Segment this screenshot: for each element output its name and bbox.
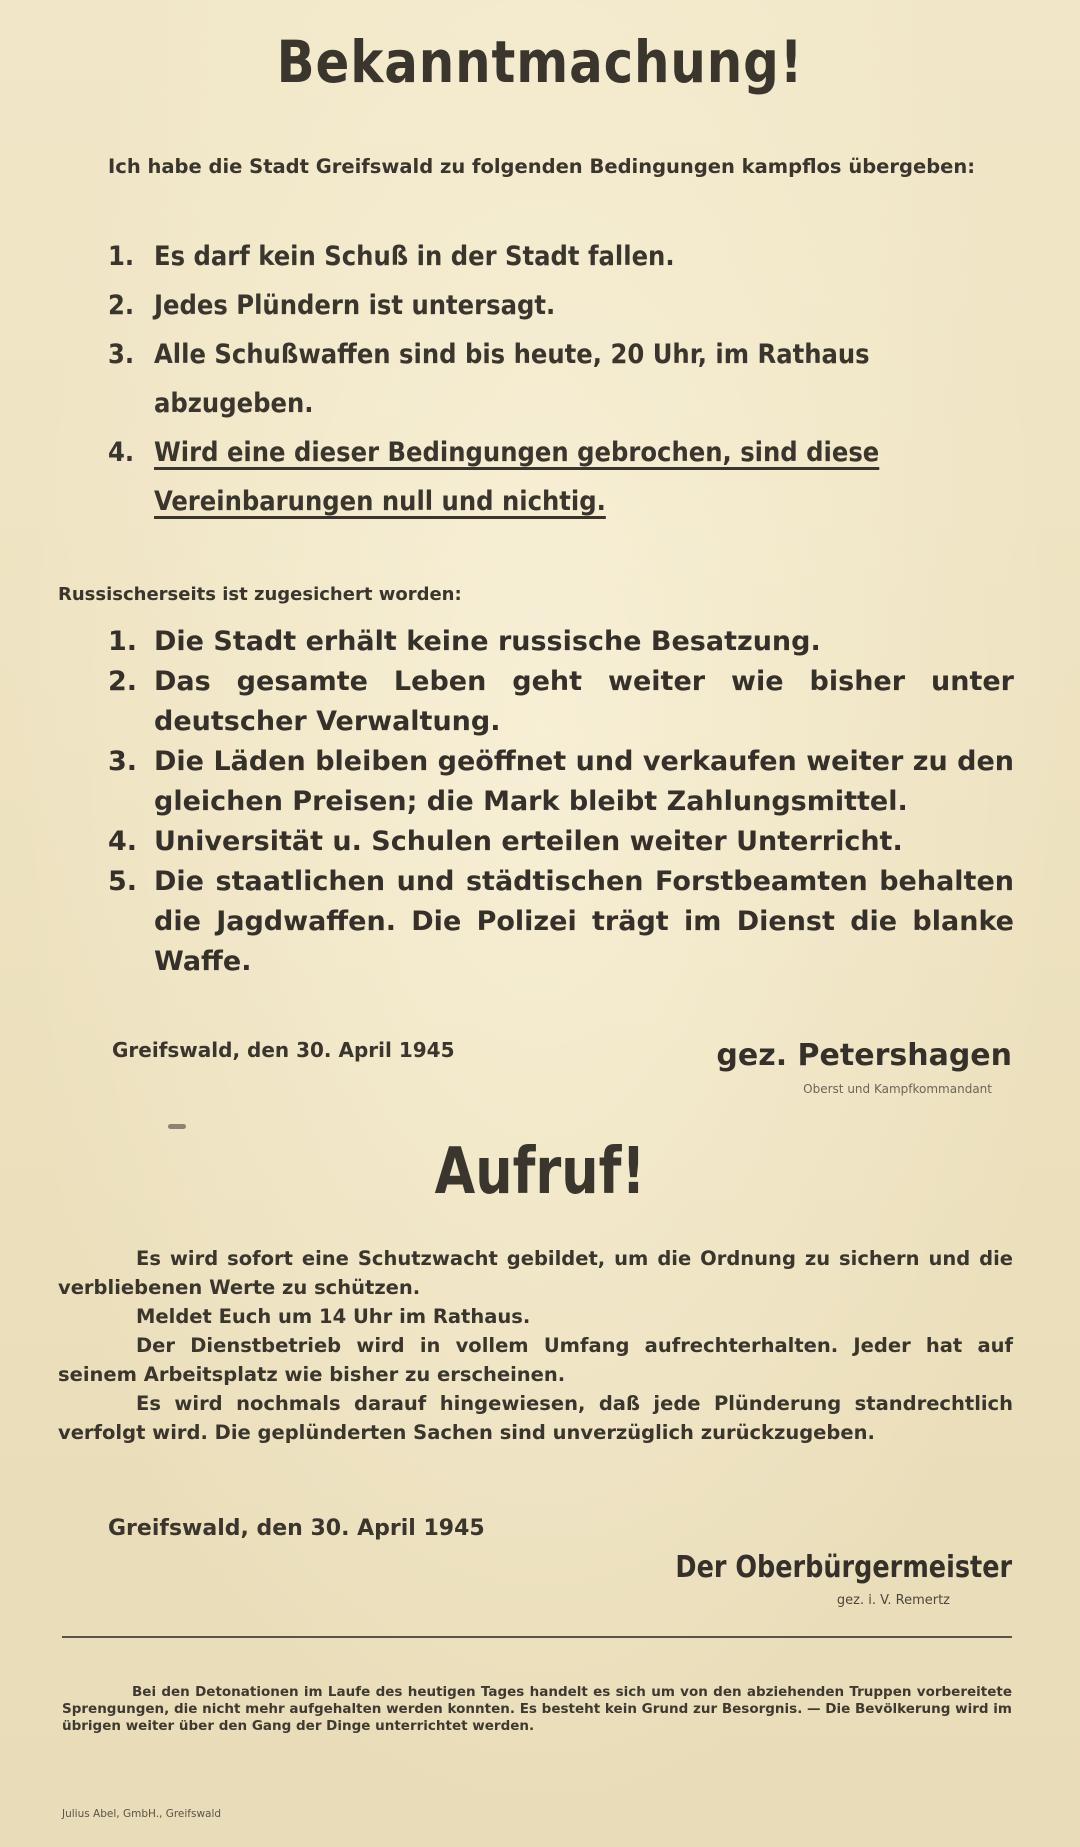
notice-signature-title: Oberst und Kampfkommandant: [803, 1082, 992, 1096]
condition-number: 4.: [108, 437, 135, 468]
appeal-paragraph: Es wird nochmals darauf hingewiesen, daß jede Plünderung standrechtlich verfolgt wird. Die geplünderten Sachen sind unverzüglich zurückzugeben.: [58, 1392, 1013, 1444]
assurance-text: Die staatlichen und städtischen Forstbeamten behalten die Jagdwaffen. Die Polizei trägt im Dienst die blanke Waffe.: [154, 866, 1014, 977]
appeal-signature: Der Oberbürgermeister: [675, 1550, 1012, 1585]
russian-assurances-list: [108, 622, 1014, 982]
assurance-item: [108, 662, 1014, 742]
appeal-body: [58, 1244, 1013, 1447]
condition-item: [108, 281, 1014, 330]
russian-assurances-heading: Russischerseits ist zugesichert worden:: [58, 584, 462, 605]
assurance-item: [108, 862, 1014, 982]
assurance-number: 1.: [108, 626, 138, 657]
condition-text-underlined: Wird eine dieser Bedingungen gebrochen, sind diese Vereinbarungen null und nichtig.: [154, 437, 880, 517]
notice-signature: gez. Petershagen: [716, 1038, 1012, 1073]
condition-text: Jedes Plündern ist untersagt.: [154, 290, 556, 321]
assurance-item: [108, 622, 1014, 662]
appeal-signature-sub: gez. i. V. Remertz: [836, 1593, 950, 1608]
condition-number: 2.: [108, 290, 135, 321]
condition-item: [108, 428, 1014, 526]
notice-intro: Ich habe die Stadt Greifswald zu folgenden Bedingungen kampflos übergeben:: [108, 155, 976, 178]
assurance-item: [108, 822, 1014, 862]
notice-title: Bekanntmachung!: [276, 28, 804, 96]
assurance-item: [108, 742, 1014, 822]
assurance-text: Die Stadt erhält keine russische Besatzung.: [154, 626, 821, 657]
condition-item: [108, 232, 1014, 281]
assurance-number: 3.: [108, 746, 138, 777]
assurance-number: 4.: [108, 826, 138, 857]
appeal-paragraph: Es wird sofort eine Schutzwacht gebildet, um die Ordnung zu sichern und die verbliebenen Werte zu schützen.: [58, 1247, 1013, 1299]
assurance-text: Die Läden bleiben geöffnet und verkaufen weiter zu den gleichen Preisen; die Mark bleibt Zahlungsmittel.: [154, 746, 1014, 817]
conditions-list: [108, 232, 1014, 526]
condition-item: [108, 330, 1014, 428]
condition-number: 1.: [108, 241, 135, 272]
condition-text: Es darf kein Schuß in der Stadt fallen.: [154, 241, 675, 272]
assurance-text: Universität u. Schulen erteilen weiter Unterricht.: [154, 826, 903, 857]
appeal-date: Greifswald, den 30. April 1945: [108, 1516, 485, 1541]
divider: [62, 1636, 1012, 1638]
assurance-text: Das gesamte Leben geht weiter wie bisher unter deutscher Verwaltung.: [154, 666, 1014, 737]
appeal-paragraph: Der Dienstbetrieb wird in vollem Umfang aufrechterhalten. Jeder hat auf seinem Arbeitsplatz wie bisher zu erscheinen.: [58, 1334, 1013, 1386]
ink-mark: [168, 1124, 186, 1129]
condition-number: 3.: [108, 339, 135, 370]
printer-imprint: Julius Abel, GmbH., Greifswald: [62, 1808, 222, 1820]
assurance-number: 5.: [108, 866, 138, 897]
notice-date: Greifswald, den 30. April 1945: [112, 1038, 455, 1062]
condition-text: Alle Schußwaffen sind bis heute, 20 Uhr, im Rathaus abzugeben.: [154, 339, 870, 419]
appeal-title: Aufruf!: [434, 1135, 646, 1209]
footnote: Bei den Detonationen im Laufe des heutigen Tages handelt es sich um von den abziehenden Truppen vorbereitete Sprengungen, die nicht mehr aufgehalten werden konnten. Es besteht kein Grund zur Besorgnis. — Die Bevölkerung wird im übrigen weiter über den Gang der Dinge unterrichtet werden.: [62, 1684, 1012, 1734]
assurance-number: 2.: [108, 666, 138, 697]
appeal-paragraph: Meldet Euch um 14 Uhr im Rathaus.: [136, 1305, 531, 1328]
